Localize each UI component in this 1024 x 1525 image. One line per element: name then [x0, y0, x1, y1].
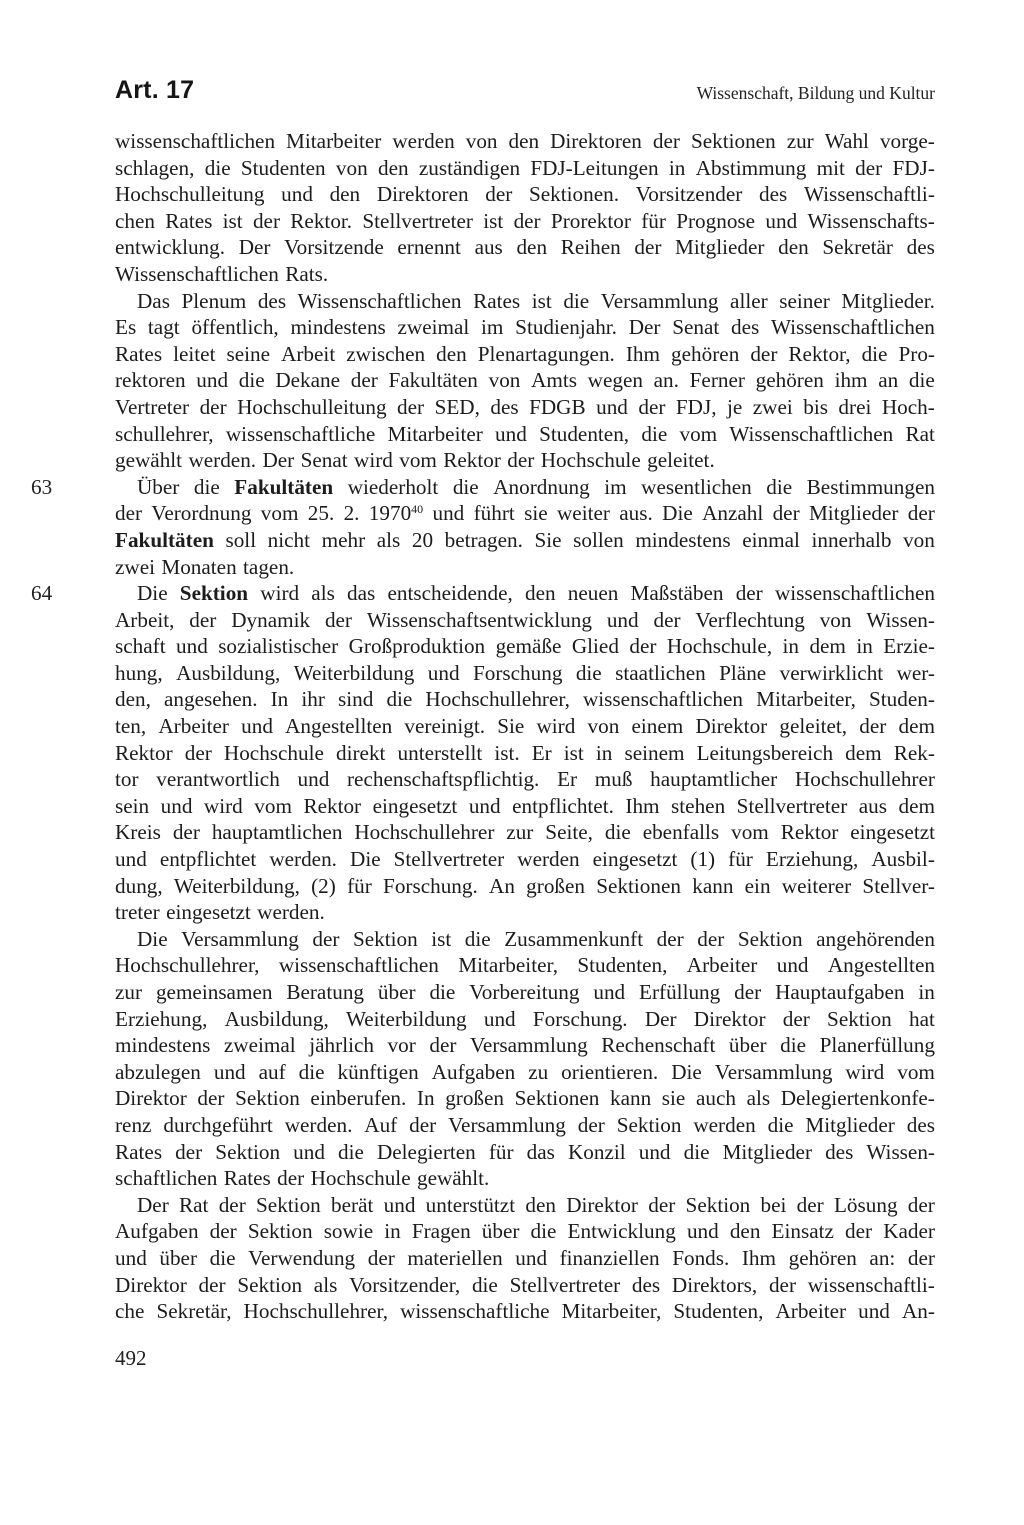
- text-line: Wissenschaftlichen Rats.: [115, 261, 329, 286]
- text-line: wissenschaftlichen Mitarbeiter werden von den Direktoren der Sektionen zur Wahl vorge-: [115, 129, 935, 153]
- text-line: entwicklung. Der Vorsitzende ernennt aus den Reihen der Mitglieder den Sekretär des: [115, 235, 935, 260]
- text-line: renz durchgeführt werden. Auf der Versammlung der Sektion werden die Mitglieder des: [115, 1112, 935, 1137]
- text-line: Vertreter der Hochschulleitung der SED, des FDGB und der FDJ, je zwei bis drei Hoch-: [115, 394, 935, 419]
- paragraph: [115, 1192, 935, 1325]
- margin-number: 63: [31, 474, 53, 499]
- text-line: Die Versammlung der Sektion ist die Zusammenkunft der der Sektion angehörenden: [137, 926, 935, 951]
- text-line: gewählt werden. Der Senat wird vom Rektor der Hochschule geleitet.: [115, 448, 715, 473]
- running-head: Wissenschaft, Bildung und Kultur: [696, 83, 935, 103]
- text-line: Direktor der Sektion als Vorsitzender, die Stellvertreter des Direktors, der wissenschaftli-: [115, 1272, 935, 1297]
- text-line: Kreis der hauptamtlichen Hochschullehrer zur Seite, die ebenfalls vom Rektor eingesetzt: [115, 820, 935, 845]
- article-label: Art. 17: [115, 76, 195, 104]
- text-line: Rektor der Hochschule direkt unterstellt ist. Er ist in seinem Leitungsbereich dem Rek-: [115, 740, 935, 765]
- text-line: und entpflichtet werden. Die Stellvertreter werden eingesetzt (1) für Erziehung, Ausbil-: [115, 847, 935, 872]
- text-line: chen Rates ist der Rektor. Stellvertreter ist der Prorektor für Prognose und Wissenschafts-: [115, 208, 935, 233]
- footnote-reference: 40: [411, 502, 424, 517]
- text-line: Über die Fakultäten wiederholt die Anordnung im wesentlichen die Bestimmungen: [137, 474, 935, 499]
- text-line: Hochschullehrer, wissenschaftlichen Mitarbeiter, Studenten, Arbeiter und Angestellten: [115, 953, 935, 978]
- text-line: und über die Verwendung der materiellen und finanziellen Fonds. Ihm gehören an: der: [115, 1245, 935, 1270]
- paragraph: [31, 474, 935, 580]
- text-line: Die Sektion wird als das entscheidende, den neuen Maßstäben der wissenschaftlichen: [137, 581, 935, 606]
- page-header: [115, 72, 935, 112]
- text-line: hung, Ausbildung, Weiterbildung und Forschung die staatlichen Pläne verwirklicht wer-: [115, 660, 935, 685]
- text-line: schlagen, die Studenten von den zuständigen FDJ-Leitungen in Abstimmung mit der FDJ-: [115, 155, 935, 180]
- page-number: 492: [115, 1346, 147, 1370]
- text-line: schaftlichen Rates der Hochschule gewählt.: [115, 1166, 490, 1191]
- paragraph: [115, 128, 935, 288]
- text-line: Rates der Sektion und die Delegierten für das Konzil und die Mitglieder des Wissen-: [115, 1139, 935, 1164]
- paragraph: [115, 926, 935, 1192]
- text-line: Der Rat der Sektion berät und unterstützt den Direktor der Sektion bei der Lösung der: [137, 1192, 935, 1217]
- body-text: [31, 128, 935, 1325]
- paragraph: [115, 288, 935, 474]
- text-line: rektoren und die Dekane der Fakultäten von Amts wegen an. Ferner gehören ihm an die: [115, 368, 935, 393]
- text-line: dung, Weiterbildung, (2) für Forschung. An großen Sektionen kann ein weiterer Stellver-: [115, 873, 935, 898]
- text-line: der Verordnung vom 25. 2. 1970$^{40}$ und führt sie weiter aus. Die Anzahl der Mitglieder der: [115, 501, 935, 526]
- text-line: Rates leitet seine Arbeit zwischen den Plenartagungen. Ihm gehören der Rektor, die Pro-: [115, 341, 935, 366]
- text-line: sein und wird vom Rektor eingesetzt und entpflichtet. Ihm stehen Stellvertreter aus dem: [115, 793, 935, 818]
- text-line: Direktor der Sektion einberufen. In großen Sektionen kann sie auch als Delegiertenkonfe-: [115, 1086, 935, 1111]
- text-line: Es tagt öffentlich, mindestens zweimal im Studienjahr. Der Senat des Wissenschaftlichen: [115, 315, 935, 340]
- text-line: schullehrer, wissenschaftliche Mitarbeiter und Studenten, die vom Wissenschaftlichen Rat: [115, 421, 935, 446]
- text-line: schaft und sozialistischer Großproduktion gemäße Glied der Hochschule, in dem in Erzie-: [115, 634, 935, 659]
- text-line: tor verantwortlich und rechenschaftspflichtig. Er muß hauptamtlicher Hochschullehrer: [115, 767, 935, 792]
- text-line: den, angesehen. In ihr sind die Hochschullehrer, wissenschaftlichen Mitarbeiter, Studen-: [115, 687, 935, 712]
- text-line: zwei Monaten tagen.: [115, 554, 295, 579]
- text-line: Hochschulleitung und den Direktoren der Sektionen. Vorsitzender des Wissenschaftli-: [115, 182, 935, 207]
- text-line: che Sekretär, Hochschullehrer, wissenschaftliche Mitarbeiter, Studenten, Arbeiter und An-: [115, 1299, 935, 1324]
- text-line: Das Plenum des Wissenschaftlichen Rates ist die Versammlung aller seiner Mitglieder.: [137, 288, 935, 313]
- text-line: Aufgaben der Sektion sowie in Fragen über die Entwicklung und den Einsatz der Kader: [115, 1219, 935, 1244]
- text-line: ten, Arbeiter und Angestellten vereinigt. Sie wird von einem Direktor geleitet, der dem: [115, 714, 935, 739]
- margin-number: 64: [31, 581, 53, 606]
- text-line: treter eingesetzt werden.: [115, 900, 325, 925]
- text-line: mindestens zweimal jährlich vor der Versammlung Rechenschaft über die Planerfüllung: [115, 1033, 935, 1058]
- paragraph: [31, 580, 935, 926]
- text-line: Arbeit, der Dynamik der Wissenschaftsentwicklung und der Verflechtung von Wissen-: [115, 607, 935, 632]
- text-line: abzulegen und auf die künftigen Aufgaben zu orientieren. Die Versammlung wird vom: [115, 1059, 935, 1084]
- text-line: Fakultäten soll nicht mehr als 20 betragen. Sie sollen mindestens einmal innerhalb von: [115, 527, 935, 552]
- text-line: Erziehung, Ausbildung, Weiterbildung und Forschung. Der Direktor der Sektion hat: [115, 1006, 935, 1031]
- text-line: zur gemeinsamen Beratung über die Vorbereitung und Erfüllung der Hauptaufgaben in: [115, 980, 935, 1004]
